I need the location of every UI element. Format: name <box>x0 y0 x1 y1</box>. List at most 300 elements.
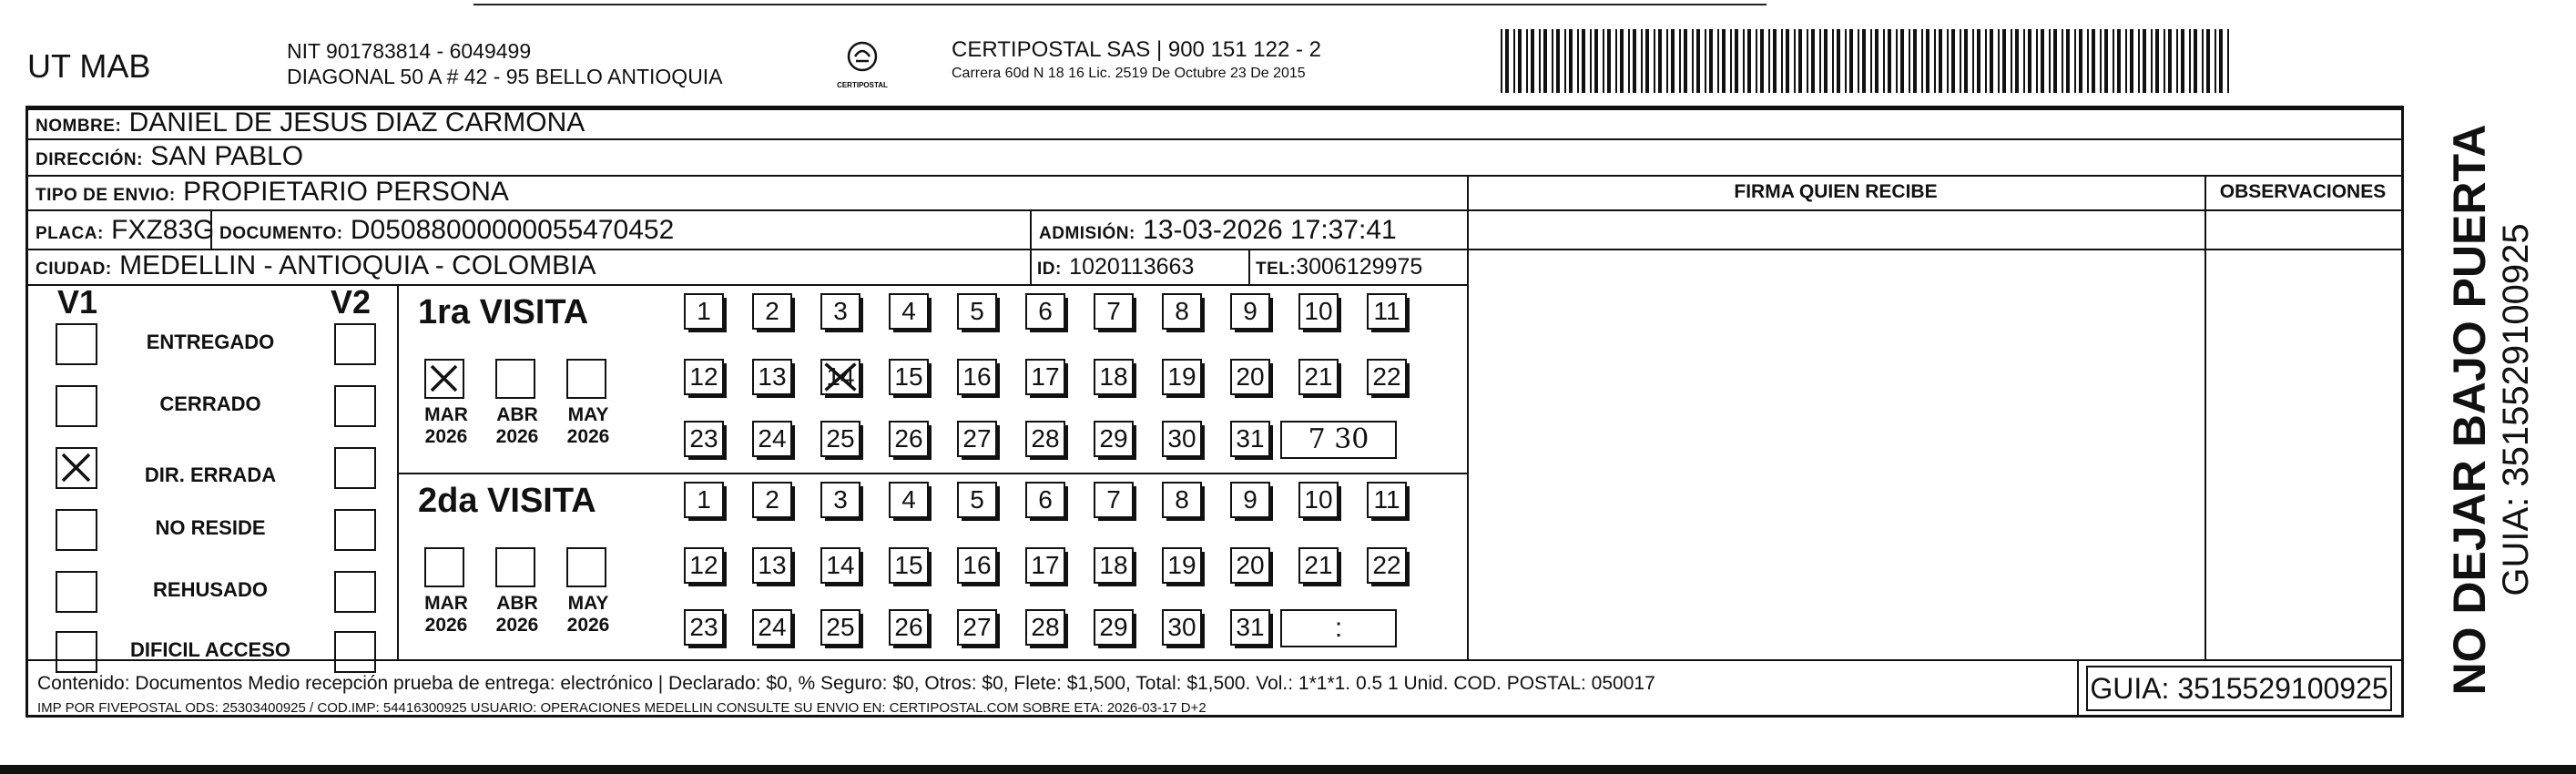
barcode-bar <box>1798 29 1802 93</box>
day-number: 11 <box>1373 485 1400 514</box>
barcode-bar <box>1607 29 1611 93</box>
barcode-bar <box>1620 29 1624 93</box>
day-box[interactable] <box>1025 359 1065 395</box>
barcode-bar <box>1594 29 1598 93</box>
sender-info <box>287 38 723 89</box>
barcode-bar <box>2227 29 2229 93</box>
day-number: 25 <box>826 424 855 453</box>
v2-checkbox[interactable] <box>334 509 376 551</box>
day-box[interactable] <box>957 293 997 330</box>
barcode-bar <box>2143 29 2146 93</box>
license-line: Carrera 60d N 18 16 Lic. 2519 De Octubre 23 De 2015 <box>952 66 1306 81</box>
month-year: 2026 <box>424 426 468 447</box>
day-number: 21 <box>1304 362 1333 391</box>
month-name: MAR <box>424 404 468 425</box>
tel-label: TEL: <box>1256 260 1297 279</box>
day-number: 20 <box>1236 551 1265 579</box>
barcode-bar <box>1582 29 1585 93</box>
barcode-bar <box>2100 29 2102 93</box>
day-number: 2 <box>765 485 779 514</box>
day-number: 22 <box>1372 551 1401 579</box>
barcode-bar <box>1990 29 1993 93</box>
barcode-bar <box>1556 29 1560 93</box>
day-box[interactable] <box>1367 359 1407 395</box>
barcode-bar <box>1518 29 1522 93</box>
day-number: 12 <box>689 551 718 579</box>
barcode-bar <box>1696 29 1700 93</box>
rule <box>1248 249 1250 284</box>
day-number: 23 <box>689 424 718 453</box>
day-box[interactable] <box>1094 293 1134 330</box>
v2-checkbox[interactable] <box>334 323 376 365</box>
barcode-bar <box>1543 29 1547 93</box>
day-box[interactable] <box>1162 293 1202 330</box>
rule <box>28 659 2401 661</box>
barcode-bar <box>1760 29 1764 93</box>
barcode-bar <box>1743 29 1745 93</box>
status-label: CERRADO <box>159 392 261 415</box>
day-number: 3 <box>833 297 848 325</box>
barcode-bar <box>2130 29 2133 93</box>
rule <box>1030 249 1032 284</box>
day-number: 1 <box>697 485 711 514</box>
day-box[interactable] <box>820 547 860 584</box>
barcode-bar <box>2176 29 2178 93</box>
v2-checkbox[interactable] <box>334 447 376 489</box>
barcode-bar <box>1709 29 1713 93</box>
nombre-field <box>36 108 585 141</box>
barcode-bar <box>2066 29 2070 93</box>
day-box[interactable] <box>752 482 792 518</box>
day-box[interactable] <box>1025 609 1065 646</box>
barcode-bar <box>1569 29 1573 93</box>
ciudad-field <box>36 251 596 284</box>
day-number: 15 <box>894 362 923 391</box>
rule <box>28 284 1467 286</box>
day-number: 16 <box>962 362 992 391</box>
barcode-bar <box>1645 29 1649 93</box>
month-label <box>486 404 548 448</box>
day-number: 13 <box>758 551 787 579</box>
barcode-bar <box>1951 29 1955 93</box>
side-guia-number: GUIA: 3515529100925 <box>2496 223 2536 596</box>
placa-field <box>36 216 215 249</box>
day-box[interactable] <box>1367 293 1407 330</box>
barcode-bar <box>2117 29 2121 93</box>
day-box[interactable] <box>752 359 792 395</box>
barcode-bar <box>2164 29 2165 93</box>
time-field[interactable]: : <box>1280 609 1397 647</box>
day-box[interactable] <box>957 547 997 584</box>
status-label: REHUSADO <box>153 578 268 601</box>
day-box[interactable] <box>1367 482 1407 518</box>
tel-value: 3006129975 <box>1296 254 1423 280</box>
documento-value: D05088000000055470452 <box>350 215 675 245</box>
rule <box>1467 249 2401 250</box>
day-number: 4 <box>901 297 916 325</box>
barcode-bar <box>2138 29 2140 93</box>
barcode-bar <box>2125 29 2127 93</box>
month-name: MAR <box>424 593 468 614</box>
barcode-bar <box>2036 29 2038 93</box>
top-rule <box>473 4 1767 5</box>
day-number: 22 <box>1372 362 1401 391</box>
footer-print-line: IMP POR FIVEPOSTAL ODS: 25303400925 / COD.IMP: 54416300925 USUARIO: OPERACIONES MEDELLIN CONSULTE SU ENVIO EN: CERTIPOSTAL.COM SOBRE ETA: 2026-03-17 D+2 <box>37 700 1207 716</box>
barcode-bar <box>2028 29 2031 93</box>
day-box[interactable] <box>1162 421 1202 457</box>
rule <box>1030 209 1032 249</box>
day-box[interactable] <box>820 293 860 330</box>
no-dejar-bajo-puerta-text: NO DEJAR BAJO PUERTA <box>2444 124 2495 696</box>
barcode-bar <box>2155 29 2159 93</box>
month-checkbox[interactable] <box>424 359 464 399</box>
day-box[interactable] <box>1298 359 1339 395</box>
day-box[interactable] <box>889 547 929 584</box>
barcode-bar <box>1819 29 1821 93</box>
v2-checkbox[interactable] <box>334 631 376 673</box>
rule <box>397 284 399 659</box>
barcode-bar <box>1849 29 1853 93</box>
barcode-bar <box>1845 29 1847 93</box>
observaciones-column-header: OBSERVACIONES <box>2219 181 2387 202</box>
barcode-bar <box>1666 29 1668 93</box>
barcode-bar <box>1998 29 2000 93</box>
v1-checkbox[interactable] <box>56 571 97 613</box>
day-box[interactable] <box>1094 421 1134 457</box>
month-year: 2026 <box>566 615 610 636</box>
day-number: 13 <box>758 362 787 391</box>
day-number: 17 <box>1031 362 1060 391</box>
direccion-value: SAN PABLO <box>150 141 304 171</box>
v1-checkbox[interactable] <box>56 385 97 427</box>
day-number: 30 <box>1167 424 1196 453</box>
day-number: 27 <box>962 613 992 641</box>
day-box[interactable] <box>1094 547 1134 584</box>
barcode-bar <box>2219 29 2223 93</box>
day-number: 16 <box>962 551 992 579</box>
day-box[interactable] <box>1298 293 1339 330</box>
barcode-bar <box>1717 29 1719 93</box>
day-box[interactable] <box>684 293 724 330</box>
documento-field <box>219 216 674 249</box>
ciudad-label: CIUDAD: <box>36 260 112 279</box>
day-box[interactable] <box>957 609 997 646</box>
day-number: 26 <box>894 613 923 641</box>
courier-info <box>952 38 1321 86</box>
day-box[interactable] <box>1162 482 1202 518</box>
barcode-bar <box>1768 29 1770 93</box>
day-box[interactable] <box>820 482 860 518</box>
day-box[interactable] <box>1094 609 1134 646</box>
barcode-bar <box>1909 29 1910 93</box>
day-number: 29 <box>1099 613 1128 641</box>
month-year: 2026 <box>495 615 539 636</box>
day-box[interactable] <box>889 609 929 646</box>
barcode-bar <box>1526 29 1528 93</box>
barcode-bar <box>1590 29 1592 93</box>
day-number: 8 <box>1175 297 1189 325</box>
barcode-bar <box>1692 29 1694 93</box>
barcode-bar <box>1896 29 1898 93</box>
barcode-bar <box>1870 29 1872 93</box>
barcode-bar <box>1615 29 1617 93</box>
barcode-bar <box>2092 29 2095 93</box>
day-number: 7 <box>1106 297 1121 325</box>
day-box[interactable] <box>820 421 860 457</box>
day-number: 6 <box>1038 485 1053 514</box>
day-number: 1 <box>697 297 711 325</box>
barcode-bar <box>1832 29 1834 93</box>
day-box[interactable] <box>1230 609 1270 646</box>
barcode-bar <box>1786 29 1789 93</box>
day-number: 8 <box>1175 485 1189 514</box>
documento-label: DOCUMENTO: <box>219 224 343 243</box>
day-number: 19 <box>1167 551 1196 579</box>
month-name: MAY <box>567 404 609 425</box>
day-number: 14 <box>826 362 855 391</box>
month-name: MAY <box>567 593 609 614</box>
barcode-bar <box>2104 29 2108 93</box>
rule <box>2204 175 2206 659</box>
month-year: 2026 <box>495 426 539 447</box>
barcode-bar <box>1921 29 1923 93</box>
barcode-bar <box>2053 29 2057 93</box>
barcode-bar <box>1781 29 1783 93</box>
day-box[interactable] <box>752 293 792 330</box>
rule <box>2077 659 2079 715</box>
x-mark-icon <box>822 361 859 393</box>
barcode-bar <box>1684 29 1687 93</box>
barcode-icon <box>1501 29 2229 93</box>
day-number: 12 <box>689 362 718 391</box>
day-number: 3 <box>833 485 848 514</box>
day-box[interactable] <box>889 359 929 395</box>
barcode-bar <box>2041 29 2044 93</box>
placa-value: FXZ83G <box>111 215 215 245</box>
barcode-bar <box>1926 29 1929 93</box>
barcode-bar <box>2002 29 2006 93</box>
certipostal-logo <box>836 36 889 95</box>
month-label <box>415 404 477 448</box>
month-year: 2026 <box>566 426 610 447</box>
day-box[interactable] <box>1025 421 1065 457</box>
day-box[interactable] <box>1094 482 1134 518</box>
day-box[interactable] <box>889 421 929 457</box>
day-number: 24 <box>758 424 787 453</box>
barcode-bar <box>1730 29 1732 93</box>
day-number: 26 <box>894 424 923 453</box>
barcode-bar <box>1564 29 1566 93</box>
day-box[interactable] <box>957 482 997 518</box>
day-number: 21 <box>1304 551 1333 579</box>
day-box[interactable] <box>752 609 792 646</box>
day-box[interactable] <box>957 421 997 457</box>
month-year: 2026 <box>424 615 468 636</box>
day-box[interactable] <box>1367 547 1407 584</box>
placa-label: PLACA: <box>36 224 104 243</box>
barcode-bar <box>2215 29 2216 93</box>
barcode-bar <box>1735 29 1738 93</box>
sender-address: DIAGONAL 50 A # 42 - 95 BELLO ANTIOQUIA <box>287 65 723 88</box>
day-box[interactable] <box>1230 421 1270 457</box>
barcode-bar <box>1964 29 1968 93</box>
barcode-bar <box>1505 29 1509 93</box>
x-mark-icon <box>57 449 95 486</box>
barcode-bar <box>2074 29 2076 93</box>
day-box[interactable] <box>684 609 724 646</box>
day-number: 6 <box>1038 297 1053 325</box>
barcode-bar <box>1658 29 1662 93</box>
nombre-value: DANIEL DE JESUS DIAZ CARMONA <box>128 107 585 137</box>
v1-checkbox[interactable] <box>56 447 97 489</box>
day-box[interactable] <box>1094 359 1134 395</box>
day-box[interactable] <box>1230 547 1270 584</box>
day-box[interactable] <box>1025 547 1065 584</box>
day-number: 31 <box>1236 424 1265 453</box>
barcode-bar <box>2049 29 2051 93</box>
barcode-bar <box>2151 29 2153 93</box>
barcode-bar <box>1977 29 1980 93</box>
barcode-bar <box>2168 29 2172 93</box>
barcode-bar <box>1985 29 1987 93</box>
barcode-bar <box>2189 29 2191 93</box>
barcode-bar <box>1671 29 1675 93</box>
v2-header: V2 <box>331 283 372 321</box>
day-box[interactable] <box>889 482 929 518</box>
day-box[interactable] <box>684 482 724 518</box>
day-box[interactable] <box>1162 359 1202 395</box>
barcode-bar <box>1633 29 1636 93</box>
day-box[interactable] <box>684 547 724 584</box>
direccion-label: DIRECCIÓN: <box>36 150 143 169</box>
x-mark-icon <box>426 361 462 396</box>
month-checkbox[interactable] <box>566 547 606 587</box>
day-box[interactable] <box>1025 482 1065 518</box>
admision-field <box>1039 216 1397 249</box>
barcode-bar <box>1501 29 1502 93</box>
month-checkbox[interactable] <box>495 547 535 587</box>
day-number: 15 <box>894 551 923 579</box>
tipo-envio-field <box>36 178 509 210</box>
day-number: 25 <box>826 613 855 641</box>
barcode-bar <box>1811 29 1815 93</box>
day-number: 17 <box>1031 551 1060 579</box>
v2-checkbox[interactable] <box>334 385 376 427</box>
barcode-bar <box>1773 29 1777 93</box>
barcode-bar <box>2023 29 2025 93</box>
day-number: 29 <box>1099 424 1128 453</box>
day-number: 5 <box>970 297 984 325</box>
day-box[interactable] <box>1162 609 1202 646</box>
v2-checkbox[interactable] <box>334 571 376 613</box>
day-number: 10 <box>1304 297 1333 325</box>
day-box[interactable] <box>1298 547 1339 584</box>
month-checkbox[interactable] <box>495 359 535 399</box>
barcode-bar <box>1947 29 1949 93</box>
day-number: 5 <box>970 485 984 514</box>
barcode-bar <box>1858 29 1859 93</box>
month-checkbox[interactable] <box>566 359 606 399</box>
day-box[interactable] <box>752 547 792 584</box>
nit-line: NIT 901783814 - 6049499 <box>287 39 532 63</box>
barcode-bar <box>1875 29 1879 93</box>
day-box[interactable] <box>1025 293 1065 330</box>
tipo-envio-value: PROPIETARIO PERSONA <box>183 177 509 207</box>
barcode-bar <box>1513 29 1515 93</box>
delivery-form <box>25 106 2404 718</box>
day-box[interactable] <box>1230 293 1270 330</box>
day-number: 18 <box>1099 551 1128 579</box>
tipo-envio-label: TIPO DE ENVIO: <box>36 186 176 205</box>
barcode-bar <box>1888 29 1891 93</box>
barcode-bar <box>1934 29 1936 93</box>
barcode-bar <box>1837 29 1840 93</box>
rule <box>397 473 1467 474</box>
day-box[interactable] <box>684 359 724 395</box>
v1-checkbox[interactable] <box>56 631 97 673</box>
day-box[interactable] <box>889 293 929 330</box>
status-label: DIFICIL ACCESO <box>129 638 290 661</box>
barcode-bar <box>1913 29 1917 93</box>
barcode-bar <box>1679 29 1681 93</box>
day-box[interactable] <box>1230 359 1270 395</box>
month-checkbox[interactable] <box>424 547 464 587</box>
status-label: ENTREGADO <box>146 331 275 353</box>
v1-checkbox[interactable] <box>56 509 97 551</box>
courier-line: CERTIPOSTAL SAS | 900 151 122 - 2 <box>952 37 1321 62</box>
id-field <box>1037 251 1194 284</box>
v1-checkbox[interactable] <box>56 323 97 365</box>
day-box[interactable] <box>1230 482 1270 518</box>
id-label: ID: <box>1037 260 1062 279</box>
day-number: 18 <box>1099 362 1128 391</box>
direccion-field <box>36 142 303 175</box>
barcode-bar <box>1862 29 1866 93</box>
day-box[interactable] <box>752 421 792 457</box>
month-label <box>557 404 619 448</box>
tel-field <box>1256 251 1422 284</box>
day-box[interactable] <box>1298 482 1339 518</box>
month-name: ABR <box>496 593 538 614</box>
month-label <box>557 593 619 637</box>
day-box[interactable] <box>957 359 997 395</box>
day-box[interactable] <box>820 359 860 395</box>
barcode-bar <box>2181 29 2184 93</box>
day-box[interactable] <box>1162 547 1202 584</box>
time-field[interactable]: 7 30 <box>1280 421 1397 459</box>
barcode-bar <box>1531 29 1534 93</box>
day-number: 30 <box>1167 613 1196 641</box>
barcode-bar <box>1654 29 1655 93</box>
barcode-bar <box>1577 29 1579 93</box>
barcode-bar <box>1705 29 1706 93</box>
day-number: 2 <box>765 297 779 325</box>
barcode-bar <box>1756 29 1757 93</box>
barcode-bar <box>1824 29 1828 93</box>
barcode-bar <box>2202 29 2204 93</box>
barcode-bar <box>2206 29 2210 93</box>
admision-label: ADMISIÓN: <box>1039 224 1135 243</box>
day-box[interactable] <box>684 421 724 457</box>
month-label <box>486 593 548 637</box>
status-label: DIR. ERRADA <box>144 463 277 486</box>
company-name: UT MAB <box>27 47 151 85</box>
bottom-rule <box>0 765 2576 774</box>
day-box[interactable] <box>820 609 860 646</box>
visit-title: 1ra VISITA <box>418 293 589 331</box>
month-label <box>415 593 477 637</box>
rule <box>1467 175 1469 659</box>
